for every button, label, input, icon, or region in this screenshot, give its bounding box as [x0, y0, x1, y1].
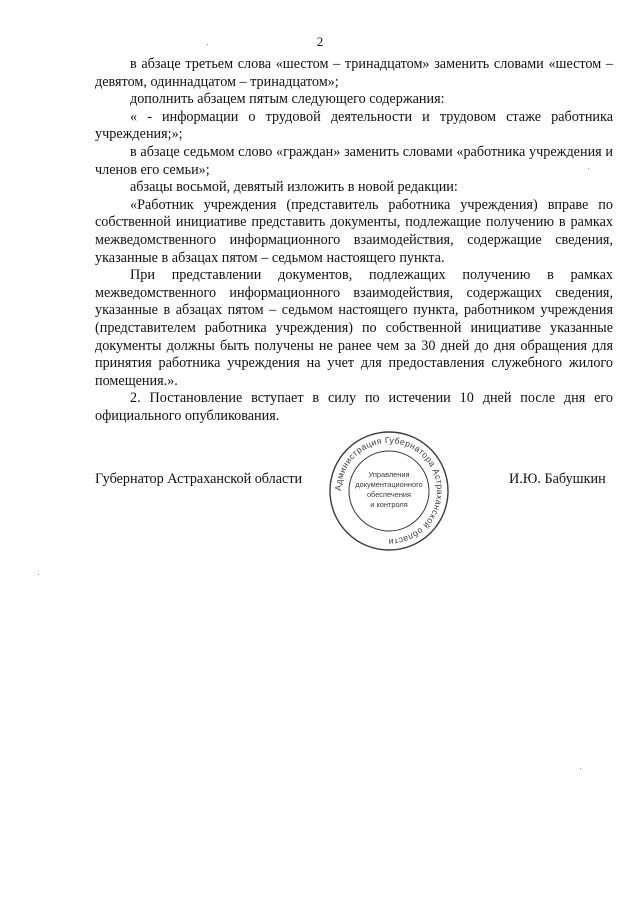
paragraph: в абзаце третьем слова «шестом – тринадцатом» заменить словами «шестом – девятом, одиннадцатом – тринадцатом»;	[95, 56, 613, 90]
official-stamp	[326, 428, 452, 554]
paragraph: «Работник учреждения (представитель работника учреждения) вправе по собственной инициативе представить документы, подлежащие получению в рамках межведомственного информационного взаимодействия, содержащие сведения, указанные в абзацах пятом – седьмом настоящего пункта.	[95, 196, 613, 266]
paragraph: « - информации о трудовой деятельности и трудовом стаже работника учреждения;»;	[95, 108, 613, 143]
paragraph: абзацы восьмой, девятый изложить в новой редакции:	[130, 179, 458, 196]
paragraph: в абзаце седьмом слово «граждан» заменить словами «работника учреждения и членов его семьи»;	[95, 143, 613, 178]
scan-speck	[588, 168, 589, 169]
signatory-name: И.Ю. Бабушкин	[509, 471, 606, 487]
stamp-center-line: документационного	[355, 480, 423, 489]
scan-speck	[38, 574, 39, 575]
stamp-ring-text: Администрация Губернатора Астраханской области	[332, 434, 446, 548]
paragraph: дополнить абзацем пятым следующего содержания:	[130, 91, 445, 108]
scan-speck	[207, 44, 208, 45]
paragraph: При представлении документов, подлежащих получению в рамках межведомственного информационного взаимодействия, содержащих сведения, указанные в абзацах пятом – седьмом настоящего пункта, работником учреждения (представителем работника учреждения) по собственной инициативе указанные документы должны быть получены не ранее чем за 30 дней до дня обращения для принятия работника учреждения на учет для предоставления служебного жилого помещения.».	[95, 267, 613, 389]
paragraph: 2. Постановление вступает в силу по истечении 10 дней после дня его официального опубликования.	[95, 390, 613, 424]
stamp-center-line: и контроля	[370, 500, 408, 509]
page-number: 2	[316, 34, 324, 49]
stamp-center-line: обеспечения	[366, 490, 412, 499]
document-body	[95, 56, 613, 425]
scan-speck	[580, 768, 581, 769]
signatory-position: Губернатор Астраханской области	[95, 471, 303, 487]
stamp-center-line: Управления	[368, 470, 410, 479]
